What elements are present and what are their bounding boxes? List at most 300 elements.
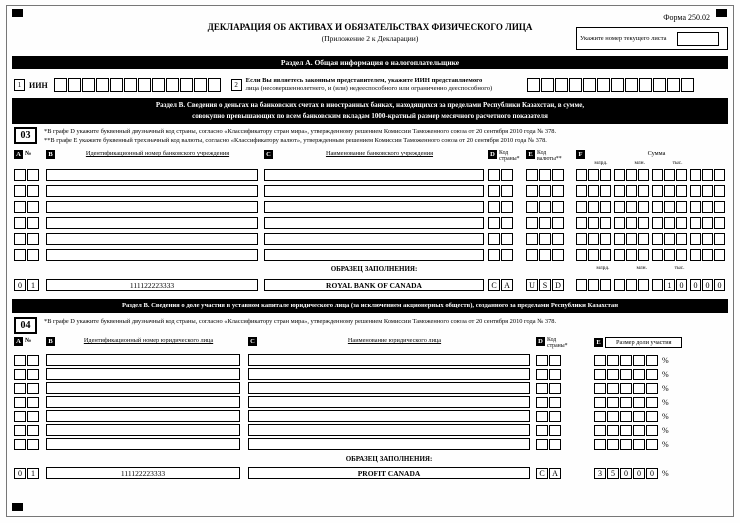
amount-digit-box[interactable] (690, 185, 701, 197)
row-number-box[interactable] (14, 397, 26, 408)
percent-sign: % (662, 397, 669, 407)
share-digit-box[interactable] (646, 355, 658, 366)
amount-digit-box[interactable] (638, 201, 649, 213)
amount-digit-box[interactable] (638, 169, 649, 181)
amount-digit-group (614, 169, 650, 181)
share-digit-box[interactable] (620, 425, 632, 436)
entity-id-field[interactable] (46, 410, 240, 422)
row-number-box[interactable] (14, 233, 26, 245)
column-d-label: Код страны* (499, 150, 520, 163)
row-number-box[interactable] (14, 411, 26, 422)
sheet-number-box (576, 27, 728, 50)
amount-digit-box[interactable] (652, 201, 663, 213)
currency-code-box[interactable] (526, 249, 538, 261)
entity-id-field[interactable] (46, 438, 240, 450)
sample-entity-name: PROFIT CANADA (248, 467, 530, 479)
entity-table-row (14, 395, 728, 409)
bank-id-field[interactable] (46, 217, 258, 229)
row-number-box[interactable] (14, 383, 26, 394)
amount-digit-box[interactable] (576, 201, 587, 213)
currency-code-box[interactable] (526, 233, 538, 245)
amount-digit-box[interactable] (588, 169, 599, 181)
share-digit-box[interactable] (594, 425, 606, 436)
share-digit-box[interactable] (633, 397, 645, 408)
country-code-box[interactable] (488, 185, 500, 197)
share-digit-box[interactable] (607, 397, 619, 408)
representative-iin-char-box[interactable] (569, 78, 582, 92)
amount-digit-box[interactable] (664, 185, 675, 197)
amount-digit-box[interactable] (614, 249, 625, 261)
percent-sign: % (662, 439, 669, 449)
entity-id-field[interactable] (46, 424, 240, 436)
country-code-box[interactable] (501, 217, 513, 229)
share-digit-box[interactable] (646, 425, 658, 436)
amount-digit-box[interactable] (614, 233, 625, 245)
country-code-box[interactable] (536, 355, 548, 366)
amount-digit-box[interactable] (676, 217, 687, 229)
bank-name-field[interactable] (264, 201, 484, 213)
amount-digit-box[interactable] (702, 217, 713, 229)
country-code-box[interactable] (549, 369, 561, 380)
share-digit-box[interactable] (633, 355, 645, 366)
column-c-chip: C (264, 150, 273, 159)
amount-digit-box[interactable] (676, 233, 687, 245)
amount-digit-box[interactable] (638, 249, 649, 261)
currency-code-box[interactable] (539, 217, 551, 229)
country-code-box[interactable] (488, 169, 500, 181)
column-b-chip: B (46, 150, 55, 159)
share-digit-box[interactable] (594, 383, 606, 394)
amount-digit-group (690, 201, 726, 213)
amount-digit-group (652, 249, 688, 261)
amount-digit-box[interactable] (664, 233, 675, 245)
share-digit-box[interactable] (594, 369, 606, 380)
iin-char-box[interactable] (96, 78, 109, 92)
bank-name-field[interactable] (264, 249, 484, 261)
entity-table-row (14, 437, 728, 451)
entity-table-rows (14, 353, 728, 451)
amount-digit-group (690, 249, 726, 261)
row-number-box[interactable] (27, 169, 39, 181)
amount-digit-box[interactable] (588, 233, 599, 245)
row-number-box[interactable] (14, 355, 26, 366)
country-code-box[interactable] (488, 201, 500, 213)
currency-code-box[interactable] (526, 217, 538, 229)
bank-name-field[interactable] (264, 169, 484, 181)
amount-digit-box[interactable] (702, 201, 713, 213)
representative-iin-char-box[interactable] (653, 78, 666, 92)
share-digit-box[interactable] (594, 397, 606, 408)
currency-code-box[interactable] (526, 201, 538, 213)
amount-digit-box[interactable] (626, 249, 637, 261)
country-code-box[interactable] (501, 249, 513, 261)
sample-country-box: C (536, 468, 548, 479)
row-number-box[interactable] (14, 369, 26, 380)
country-code-box[interactable] (536, 425, 548, 436)
bank-table-row (14, 247, 728, 263)
currency-code-box[interactable] (552, 217, 564, 229)
amount-digit-box[interactable] (714, 201, 725, 213)
iin-char-box[interactable] (208, 78, 221, 92)
bank-id-field[interactable] (46, 249, 258, 261)
row-number-box[interactable] (27, 383, 39, 394)
amount-digit-box[interactable] (638, 233, 649, 245)
amount-digit-box[interactable] (664, 217, 675, 229)
amount-digit-box[interactable] (690, 169, 701, 181)
amount-digit-box[interactable] (576, 217, 587, 229)
row-number-box[interactable] (14, 169, 26, 181)
entity-id-field[interactable] (46, 354, 240, 366)
sample-amount-group (652, 279, 688, 291)
country-code-box[interactable] (549, 355, 561, 366)
representative-iin-char-box[interactable] (667, 78, 680, 92)
share-digit-box[interactable] (607, 355, 619, 366)
amount-digit-box[interactable] (588, 217, 599, 229)
sample-amount-box (576, 279, 587, 291)
amount-digit-box[interactable] (676, 185, 687, 197)
country-code-box[interactable] (501, 169, 513, 181)
amount-digit-box[interactable] (702, 185, 713, 197)
share-digit-box[interactable] (633, 411, 645, 422)
share-digit-box[interactable] (620, 439, 632, 450)
share-digit-box[interactable] (646, 397, 658, 408)
amount-digit-box[interactable] (714, 217, 725, 229)
row-number-box[interactable] (14, 185, 26, 197)
bank-id-field[interactable] (46, 169, 258, 181)
sample-amount-group (690, 279, 726, 291)
share-digit-box[interactable] (646, 411, 658, 422)
column-no-label: № (25, 150, 32, 157)
amount-digit-box[interactable] (600, 217, 611, 229)
sample-row-number-box: 1 (27, 279, 39, 291)
section-a-title: Раздел А. Общая информация о налогоплательщике (280, 58, 460, 67)
sample-amount-box (638, 279, 649, 291)
amount-digit-box[interactable] (690, 249, 701, 261)
amount-digit-box[interactable] (588, 249, 599, 261)
entity-name-field[interactable] (248, 368, 530, 380)
entity-id-field[interactable] (46, 368, 240, 380)
share-digit-box[interactable] (607, 411, 619, 422)
currency-code-box[interactable] (552, 185, 564, 197)
amount-digit-group (652, 233, 688, 245)
country-code-box[interactable] (488, 217, 500, 229)
currency-code-box[interactable] (552, 233, 564, 245)
bank-id-field[interactable] (46, 185, 258, 197)
representative-note-line1: Если Вы являетесь законным представителем, укажите ИИН представляемого (245, 77, 483, 85)
amount-digit-box[interactable] (626, 201, 637, 213)
share-digit-box[interactable] (646, 383, 658, 394)
representative-iin-char-box[interactable] (611, 78, 624, 92)
currency-code-box[interactable] (539, 201, 551, 213)
share-digit-box[interactable] (607, 439, 619, 450)
entity-name-field[interactable] (248, 396, 530, 408)
amount-scale-labels (576, 160, 726, 166)
row-number-box[interactable] (27, 355, 39, 366)
row-number-box[interactable] (27, 233, 39, 245)
sheet-number-input[interactable] (677, 32, 719, 46)
amount-digit-group (690, 185, 726, 197)
representative-iin-char-box[interactable] (555, 78, 568, 92)
amount-digit-box[interactable] (690, 233, 701, 245)
entity-name-field[interactable] (248, 382, 530, 394)
sample-row-number-box: 0 (14, 279, 26, 291)
iin-char-box[interactable] (124, 78, 137, 92)
country-code-box[interactable] (549, 439, 561, 450)
corner-alignment-mark-top-left (12, 9, 23, 17)
bank-name-field[interactable] (264, 233, 484, 245)
sample-amount-scale-labels (578, 265, 728, 271)
footnote-country-code: *В графе D укажите буквенный двузначный код страны, согласно «Классификатору стран мира», утвержденному решением Комиссии Таможенного союза от 20 сентября 2010 года № 378. (44, 318, 557, 325)
country-code-box[interactable] (501, 233, 513, 245)
bank-name-field[interactable] (264, 185, 484, 197)
amount-digit-box[interactable] (576, 185, 587, 197)
amount-digit-box[interactable] (714, 249, 725, 261)
entity-name-field[interactable] (248, 354, 530, 366)
section-b2-header-bar (12, 299, 728, 313)
amount-digit-box[interactable] (714, 169, 725, 181)
footnote-currency-code: **В графе Е укажите буквенный трехзначный код валюты, согласно «Классификатору валют», утвержденным решением Комиссии Таможенного союза от 20 сентября 2010 года № 378. (44, 136, 547, 144)
country-code-box[interactable] (488, 249, 500, 261)
currency-code-box[interactable] (552, 201, 564, 213)
currency-code-box[interactable] (526, 185, 538, 197)
country-code-box[interactable] (549, 425, 561, 436)
amount-digit-box[interactable] (652, 169, 663, 181)
share-digit-box[interactable] (633, 369, 645, 380)
amount-digit-group (614, 201, 650, 213)
scale-mlrd-label: млрд. (594, 160, 608, 166)
representative-iin-char-box[interactable] (625, 78, 638, 92)
representative-iin-char-box[interactable] (681, 78, 694, 92)
corner-alignment-mark-top-right (716, 9, 727, 17)
column-d-chip: D (536, 337, 545, 346)
entity-table-row (14, 367, 728, 381)
amount-digit-box[interactable] (676, 201, 687, 213)
country-code-box[interactable] (536, 369, 548, 380)
iin-char-box[interactable] (180, 78, 193, 92)
row-number-box[interactable] (27, 411, 39, 422)
sample-amount-box: 1 (664, 279, 675, 291)
percent-sign: % (662, 355, 669, 365)
row-number-box[interactable] (27, 201, 39, 213)
share-digit-box[interactable] (607, 383, 619, 394)
sample-amount-group (614, 279, 650, 291)
country-code-box[interactable] (549, 411, 561, 422)
amount-digit-group (690, 233, 726, 245)
share-digit-box[interactable] (607, 425, 619, 436)
corner-alignment-mark-bottom-left (12, 503, 23, 511)
row-number-box[interactable] (14, 201, 26, 213)
entity-id-field[interactable] (46, 396, 240, 408)
amount-digit-group (614, 217, 650, 229)
bank-id-field[interactable] (46, 201, 258, 213)
form-number: Форма 250.02 (663, 13, 710, 22)
amount-digit-box[interactable] (652, 217, 663, 229)
country-code-box[interactable] (536, 411, 548, 422)
amount-digit-box[interactable] (652, 249, 663, 261)
iin-char-box[interactable] (152, 78, 165, 92)
entity-name-field[interactable] (248, 410, 530, 422)
amount-digit-box[interactable] (676, 249, 687, 261)
currency-code-box[interactable] (552, 169, 564, 181)
share-digit-box[interactable] (594, 411, 606, 422)
representative-iin-char-box[interactable] (541, 78, 554, 92)
amount-digit-box[interactable] (664, 249, 675, 261)
entity-name-field[interactable] (248, 424, 530, 436)
sample-share-box: 0 (633, 468, 645, 479)
representative-iin-char-box[interactable] (597, 78, 610, 92)
amount-digit-box[interactable] (576, 169, 587, 181)
sample-label-04: ОБРАЗЕЦ ЗАПОЛНЕНИЯ: (345, 455, 433, 463)
amount-digit-box[interactable] (600, 201, 611, 213)
amount-digit-box[interactable] (600, 233, 611, 245)
iin-char-box[interactable] (68, 78, 81, 92)
share-digit-box[interactable] (646, 439, 658, 450)
share-digit-box[interactable] (620, 369, 632, 380)
amount-digit-box[interactable] (600, 249, 611, 261)
row-number-box[interactable] (27, 249, 39, 261)
column-no-label: № (25, 337, 32, 344)
amount-digit-box[interactable] (690, 217, 701, 229)
amount-digit-box[interactable] (626, 233, 637, 245)
row-number-box[interactable] (14, 217, 26, 229)
entity-name-field[interactable] (248, 438, 530, 450)
row-number-box[interactable] (27, 397, 39, 408)
share-digit-box[interactable] (607, 369, 619, 380)
amount-digit-box[interactable] (652, 233, 663, 245)
amount-digit-group (690, 169, 726, 181)
amount-digit-box[interactable] (600, 169, 611, 181)
country-code-box[interactable] (549, 397, 561, 408)
iin-char-box[interactable] (54, 78, 67, 92)
row-number-box[interactable] (27, 217, 39, 229)
amount-digit-box[interactable] (626, 185, 637, 197)
amount-digit-box[interactable] (652, 185, 663, 197)
bank-table-header (14, 150, 728, 166)
bank-id-field[interactable] (46, 233, 258, 245)
entity-table-header (14, 337, 728, 350)
amount-digit-box[interactable] (614, 169, 625, 181)
share-digit-box[interactable] (633, 425, 645, 436)
row-number-box[interactable] (27, 185, 39, 197)
country-code-box[interactable] (488, 233, 500, 245)
amount-digit-box[interactable] (690, 201, 701, 213)
share-digit-box[interactable] (620, 355, 632, 366)
bank-table-row (14, 167, 728, 183)
amount-digit-box[interactable] (702, 233, 713, 245)
amount-digit-box[interactable] (614, 201, 625, 213)
share-digit-box[interactable] (620, 411, 632, 422)
column-f-chip: F (576, 150, 585, 159)
amount-digit-box[interactable] (576, 249, 587, 261)
iin-char-box[interactable] (166, 78, 179, 92)
country-code-box[interactable] (549, 383, 561, 394)
entity-id-field[interactable] (46, 382, 240, 394)
row-number-box[interactable] (27, 369, 39, 380)
iin-char-box[interactable] (110, 78, 123, 92)
bank-table-rows (14, 167, 728, 263)
sample-amount-box: 0 (714, 279, 725, 291)
currency-code-box[interactable] (539, 233, 551, 245)
bank-name-field[interactable] (264, 217, 484, 229)
amount-digit-box[interactable] (614, 217, 625, 229)
amount-digit-box[interactable] (638, 185, 649, 197)
share-digit-box[interactable] (620, 397, 632, 408)
currency-code-box[interactable] (539, 169, 551, 181)
share-digit-box[interactable] (646, 369, 658, 380)
currency-code-box[interactable] (539, 185, 551, 197)
bank-table-row (14, 183, 728, 199)
row-number-box[interactable] (14, 249, 26, 261)
row-number-box[interactable] (27, 439, 39, 450)
representative-iin-char-box[interactable] (583, 78, 596, 92)
scale-mln-label: млн. (636, 265, 647, 271)
share-digit-box[interactable] (620, 383, 632, 394)
amount-digit-box[interactable] (626, 169, 637, 181)
amount-digit-box[interactable] (714, 185, 725, 197)
amount-digit-box[interactable] (702, 249, 713, 261)
amount-digit-box[interactable] (638, 217, 649, 229)
country-code-box[interactable] (501, 185, 513, 197)
scale-mln-label: млн. (634, 160, 645, 166)
section-b1-title-line2: совокупно превышающих по всем банковским вкладам 1000-кратный размер месячного расчетного показателя (192, 112, 548, 120)
amount-digit-box[interactable] (588, 185, 599, 197)
currency-code-box[interactable] (526, 169, 538, 181)
share-digit-box[interactable] (594, 355, 606, 366)
scale-mlrd-label: млрд. (596, 265, 610, 271)
share-digit-box[interactable] (633, 439, 645, 450)
row-number-box[interactable] (14, 439, 26, 450)
amount-digit-box[interactable] (676, 169, 687, 181)
amount-digit-group (576, 169, 612, 181)
column-d-chip: D (488, 150, 497, 159)
share-digit-box[interactable] (633, 383, 645, 394)
iin-char-box[interactable] (138, 78, 151, 92)
row-number-box[interactable] (14, 425, 26, 436)
representative-iin-char-box[interactable] (639, 78, 652, 92)
column-a-chip: A (14, 337, 23, 346)
representative-iin-char-box[interactable] (527, 78, 540, 92)
currency-code-box[interactable] (539, 249, 551, 261)
sample-currency-box: U (526, 279, 538, 291)
column-c-label: Наименование юридического лица (347, 337, 442, 344)
currency-code-box[interactable] (552, 249, 564, 261)
country-code-box[interactable] (536, 397, 548, 408)
amount-digit-box[interactable] (702, 169, 713, 181)
amount-digit-box[interactable] (714, 233, 725, 245)
amount-digit-box[interactable] (664, 169, 675, 181)
amount-digit-box[interactable] (600, 185, 611, 197)
iin-char-box[interactable] (194, 78, 207, 92)
amount-digit-box[interactable] (576, 233, 587, 245)
sample-amount-box (652, 279, 663, 291)
country-code-box[interactable] (536, 439, 548, 450)
amount-digit-box[interactable] (664, 201, 675, 213)
share-digit-box[interactable] (594, 439, 606, 450)
amount-digit-group (614, 233, 650, 245)
column-a-chip: A (14, 150, 23, 159)
sample-amount-box: 0 (676, 279, 687, 291)
amount-digit-box[interactable] (626, 217, 637, 229)
row-number-box[interactable] (27, 425, 39, 436)
iin-char-box[interactable] (82, 78, 95, 92)
country-code-box[interactable] (536, 383, 548, 394)
sample-amount-box (600, 279, 611, 291)
amount-digit-box[interactable] (588, 201, 599, 213)
sample-country-box: A (501, 279, 513, 291)
column-e-label: Код валюты** (537, 150, 562, 163)
amount-digit-box[interactable] (614, 185, 625, 197)
country-code-box[interactable] (501, 201, 513, 213)
